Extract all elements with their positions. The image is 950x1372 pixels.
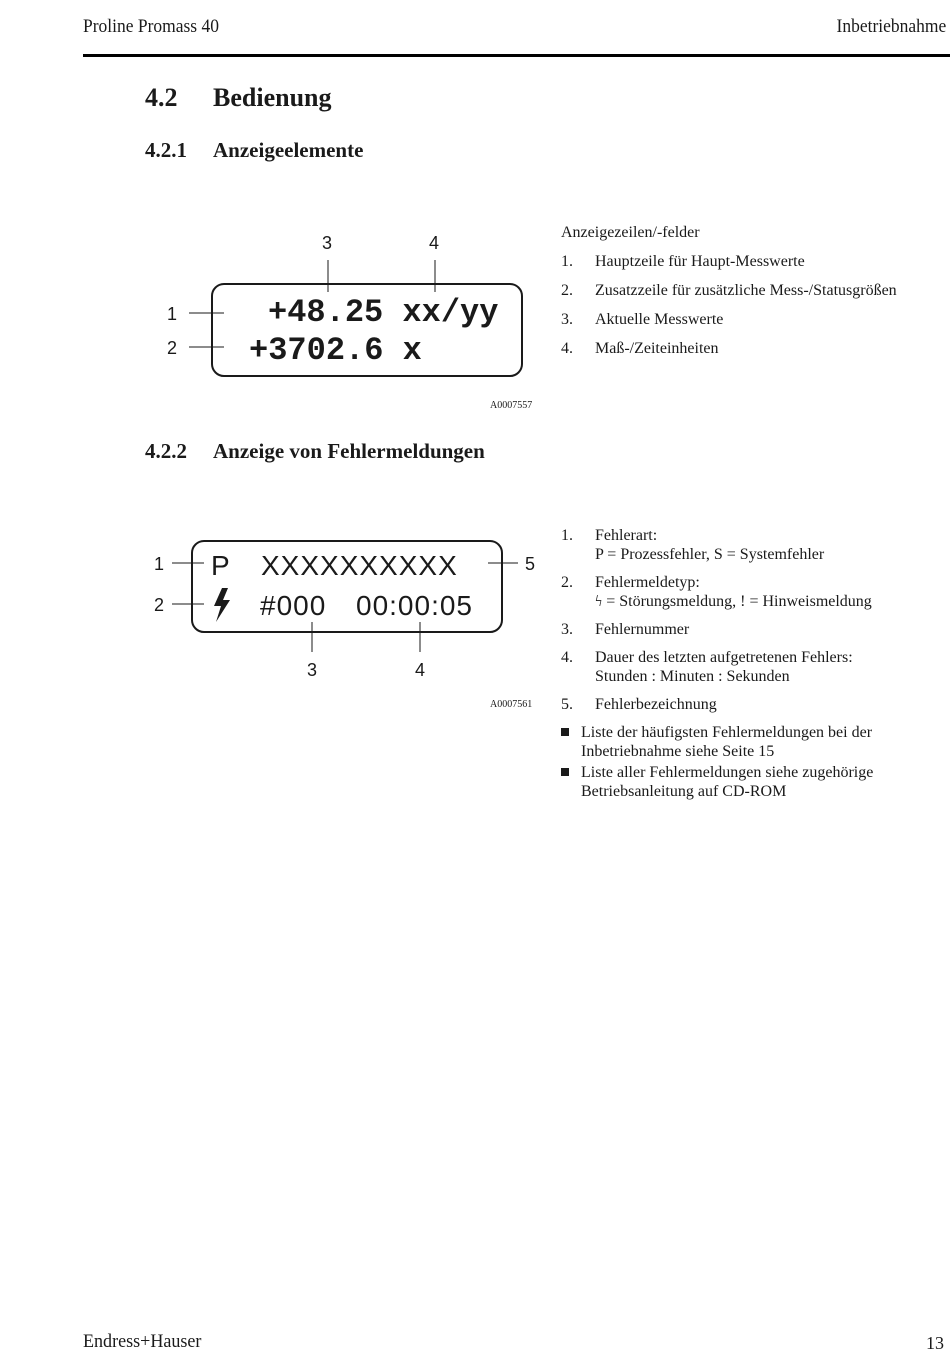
- legend-item: 3. Fehlernummer: [561, 621, 690, 638]
- callout-2: 2: [154, 595, 165, 615]
- running-header-section: Inbetriebnahme: [836, 16, 946, 37]
- legend-item: 4. Maß-/Zeiteinheiten: [561, 340, 719, 357]
- subsection-number: 4.2.2: [145, 439, 187, 463]
- callout-3: 3: [307, 660, 318, 680]
- callout-2: 2: [167, 338, 178, 358]
- legend-title: Anzeigezeilen/-felder: [561, 224, 700, 241]
- section-title: Bedienung: [213, 83, 332, 112]
- figure-code: A0007557: [490, 400, 533, 411]
- subsection-title: Anzeigeelemente: [213, 138, 364, 162]
- callout-5: 5: [525, 554, 536, 574]
- lcd-main-line: +48.25 xx/yy: [268, 294, 499, 331]
- lcd-additional-line: +3702.6 x: [249, 332, 422, 369]
- section-heading: [145, 83, 332, 113]
- legend-item: 4. Dauer des letzten aufgetretenen Fehlers: Stunden : Minuten : Sekunden: [561, 649, 853, 685]
- legend-item: 2. Fehlermeldetyp: ϟ = Störungsmeldung, ! = Hinweismeldung: [561, 574, 872, 610]
- error-number: #000: [260, 590, 327, 621]
- subsection-title: Anzeige von Fehlermeldungen: [213, 439, 485, 463]
- subsection-heading-1: [145, 138, 363, 163]
- error-type-letter: P: [211, 550, 230, 581]
- footer-brand: Endress+Hauser: [83, 1331, 202, 1352]
- legend-item: 1. Fehlerart: P = Prozessfehler, S = Systemfehler: [561, 527, 825, 563]
- header-rule: [83, 54, 950, 57]
- fig2-legend: [561, 526, 873, 801]
- lcd-error-frame: [192, 541, 502, 632]
- error-description-placeholder: XXXXXXXXXX: [261, 550, 458, 581]
- legend-item: 2. Zusatzzeile für zusätzliche Mess-/Statusgrößen: [561, 282, 897, 299]
- lcd-display-frame: [212, 284, 522, 376]
- bullet-square-icon: [561, 728, 569, 736]
- bullet-item: Liste aller Fehlermeldungen siehe zugehörige Betriebsanleitung auf CD-ROM: [561, 763, 873, 801]
- callout-3: 3: [322, 233, 333, 253]
- lightning-icon: [214, 588, 230, 622]
- callout-1: 1: [167, 304, 178, 324]
- figure-code: A0007561: [490, 699, 533, 710]
- callout-4: 4: [429, 233, 440, 253]
- page-number: 13: [926, 1333, 944, 1353]
- legend-item: 1. Hauptzeile für Haupt-Messwerte: [561, 253, 805, 270]
- running-header-title: Proline Promass 40: [83, 16, 219, 37]
- fig1-legend: [561, 223, 897, 358]
- subsection-number: 4.2.1: [145, 138, 187, 162]
- error-duration: 00:00:05: [356, 590, 473, 621]
- legend-item: 3. Aktuelle Messwerte: [561, 311, 724, 328]
- subsection-heading-2: [145, 439, 485, 464]
- callout-4: 4: [415, 660, 426, 680]
- bullet-square-icon: [561, 768, 569, 776]
- bullet-item: Liste der häufigsten Fehlermeldungen bei der Inbetriebnahme siehe Seite 15: [561, 723, 873, 761]
- legend-item: 5. Fehlerbezeichnung: [561, 696, 717, 713]
- callout-1: 1: [154, 554, 165, 574]
- section-number: 4.2: [145, 83, 178, 112]
